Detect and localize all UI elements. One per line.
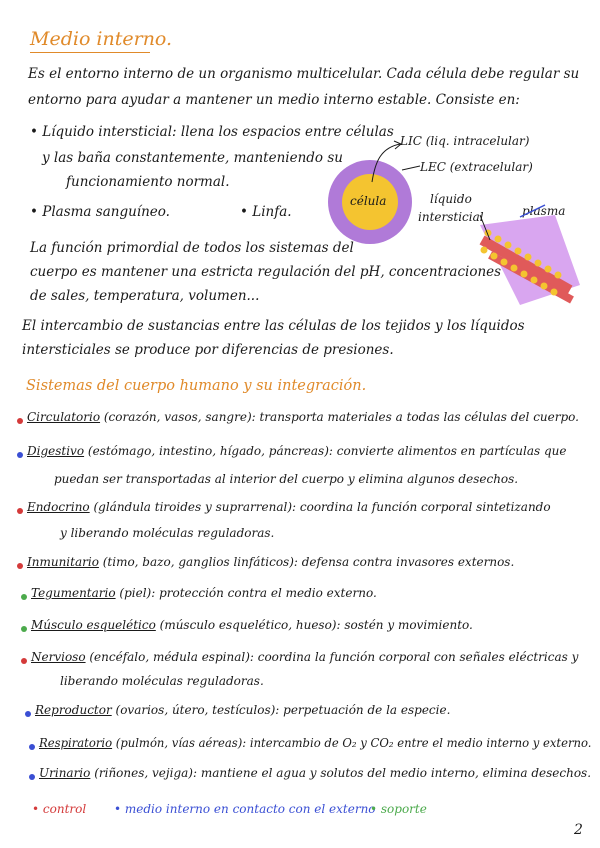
plasma-item: • Plasma sanguíneo.: [30, 204, 170, 220]
system-dot-nervioso: [21, 658, 27, 664]
liquido-intersticial-line-2: y las baña constantemente, manteniendo su: [42, 150, 343, 166]
lic-label: LIC (liq. intracelular): [400, 134, 530, 148]
system-dot-endocrino: [17, 508, 23, 514]
legend-control: • control: [32, 802, 87, 816]
liquido-intersticial-line-1: • Líquido intersticial: llena los espacios entre células: [30, 124, 394, 140]
system-item-digestivo-cont: puedan ser transportadas al interior del cuerpo y elimina algunos desechos.: [54, 472, 519, 486]
system-item-inmunitario: Inmunitario (timo, bazo, ganglios linfáticos): defensa contra invasores externos.: [27, 555, 515, 569]
page-number: 2: [574, 822, 583, 838]
section-title: Sistemas del cuerpo humano y su integración.: [26, 378, 367, 394]
system-dot-musculo: [21, 626, 27, 632]
linfa-item: • Linfa.: [240, 204, 292, 220]
legend-medio: • medio interno en contacto con el externo: [114, 802, 376, 816]
system-dot-urinario: [29, 774, 35, 780]
intercambio-line-2: intersticiales se produce por diferencias de presiones.: [22, 342, 394, 358]
liquido-label-2: intersticial: [418, 210, 484, 224]
funcion-line-3: de sales, temperatura, volumen...: [30, 288, 260, 304]
title-underline: [30, 52, 150, 53]
system-item-nervioso: Nervioso (encéfalo, médula espinal): coordina la función corporal con señales eléctricas y: [31, 650, 579, 664]
system-item-nervioso-cont: liberando moléculas reguladoras.: [60, 674, 264, 688]
plasma-arrow: [520, 205, 545, 217]
intro-line-1: Es el entorno interno de un organismo multicelular. Cada célula debe regular su: [28, 66, 580, 82]
system-item-endocrino: Endocrino (glándula tiroides y suprarrenal): coordina la función corporal sintetizando: [27, 500, 551, 514]
vessel-diagram: [460, 195, 590, 325]
system-item-circulatorio: Circulatorio (corazón, vasos, sangre): transporta materiales a todas las células del cuerpo.: [27, 410, 579, 424]
system-item-endocrino-cont: y liberando moléculas reguladoras.: [60, 526, 275, 540]
lec-arrow: [400, 158, 422, 178]
system-item-digestivo: Digestivo (estómago, intestino, hígado, páncreas): convierte alimentos en partículas que: [27, 444, 567, 458]
cell-label: célula: [350, 194, 387, 208]
system-dot-digestivo: [17, 452, 23, 458]
system-dot-circulatorio: [17, 418, 23, 424]
system-item-urinario: Urinario (riñones, vejiga): mantiene el agua y solutos del medio interno, elimina desechos.: [39, 766, 592, 780]
system-item-reproductor: Reproductor (ovarios, útero, testículos): perpetuación de la especie.: [35, 703, 451, 717]
plasma-label: plasma: [522, 204, 566, 218]
system-dot-inmunitario: [17, 563, 23, 569]
system-item-tegumentario: Tegumentario (piel): protección contra el medio externo.: [31, 586, 377, 600]
intro-line-2: entorno para ayudar a mantener un medio interno estable. Consiste en:: [28, 92, 520, 108]
system-dot-reproductor: [25, 711, 31, 717]
funcion-line-1: La función primordial de todos los sistemas del: [30, 240, 354, 256]
system-dot-respiratorio: [29, 744, 35, 750]
funcion-line-2: cuerpo es mantener una estricta regulación del pH, concentraciones: [30, 264, 502, 280]
intercambio-line-1: El intercambio de sustancias entre las células de los tejidos y los líquidos: [22, 318, 525, 334]
system-item-musculo: Músculo esquelético (músculo esquelético, hueso): sostén y movimiento.: [31, 618, 473, 632]
liquido-label-1: líquido: [430, 192, 472, 206]
system-dot-tegumentario: [21, 594, 27, 600]
lec-label: LEC (extracelular): [420, 160, 533, 174]
page-title: Medio interno.: [30, 28, 173, 50]
system-item-respiratorio: Respiratorio (pulmón, vías aéreas): intercambio de O₂ y CO₂ entre el medio interno y externo.: [39, 736, 592, 750]
legend-soporte: • soporte: [370, 802, 427, 816]
liquido-intersticial-line-3: funcionamiento normal.: [66, 174, 230, 190]
